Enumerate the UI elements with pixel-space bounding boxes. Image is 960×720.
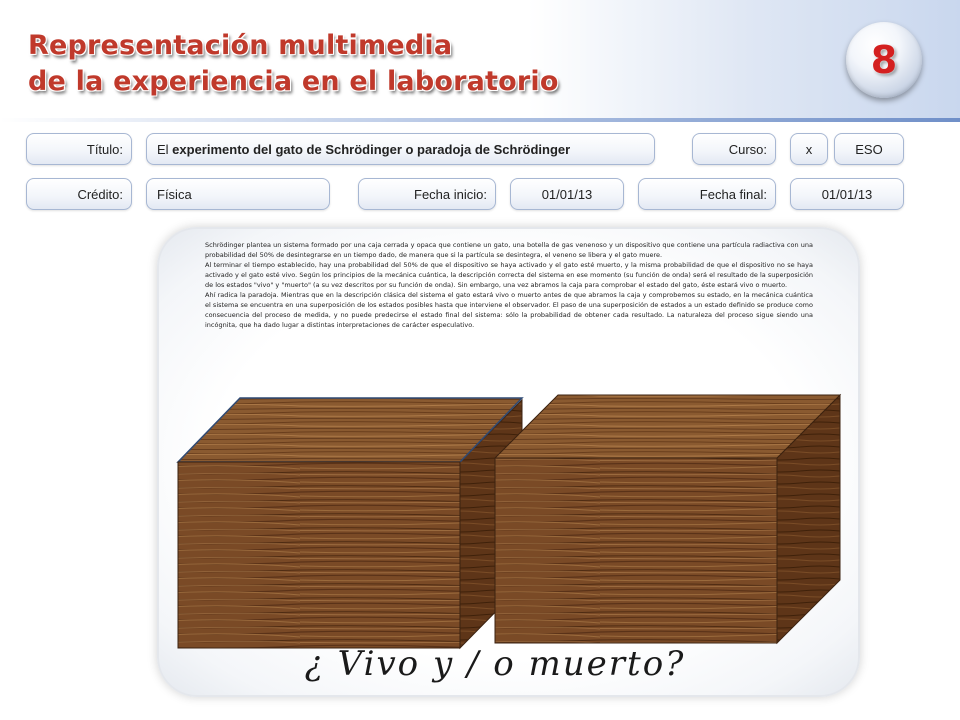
credito-value: Física [157, 186, 192, 202]
paragraph-3: Ahí radica la paradoja. Mientras que en la descripción clásica del sistema el gato estará vivo o muerto antes de que abramos la caja y comprobemos su estado, en la mecánica cuántica el sistema se encuentra en una superposición de los estados posibles hasta que interviene el observador. El paso de una superposición de estados a un estado definido se produce como consecuencia del proceso de medida, y no puede predecirse el estado final del sistema: sólo la probabilidad de obtener cada resultado. La naturaleza del proceso sigue siendo una incógnita, que ha dado lugar a distintas interpretaciones de carácter especulativo. [205, 291, 813, 329]
paragraph-1: Schrödinger plantea un sistema formado por una caja cerrada y opaca que contiene un gato, una botella de gas venenoso y un dispositivo que contiene una partícula radiactiva con una probabilidad del 50% de desintegrarse en un tiempo dado, de manera que si la partícula se desintegra, el veneno se libera y el gato muere. [205, 241, 813, 259]
credito-label-text: Crédito: [77, 186, 123, 202]
box-right-front [495, 458, 777, 643]
paragraph-2: Al terminar el tiempo establecido, hay una probabilidad del 50% de que el dispositivo se haya activado y el gato esté muerto, y la misma probabilidad de que el dispositivo no se haya activado y el gato esté vivo. Según los principios de la mecánica cuántica, la descripción correcta del sistema en ese momento (su función de onda) será el resultado de la superposición de los estados "vivo" y "muerto" (a su vez descritos por su función de onda). Sin embargo, una vez abramos la caja para comprobar el estado del gato, éste estará vivo o muerto. [205, 261, 813, 289]
curso-label-text: Curso: [728, 141, 767, 157]
fecha-final-label-text: Fecha final: [699, 186, 767, 202]
titulo-value: experimento del gato de Schrödinger o paradoja de Schrödinger [172, 141, 571, 157]
curso-level-value: ESO [855, 141, 883, 157]
page-title-line1: Representación multimedia [28, 30, 453, 61]
titulo-prefix: El [157, 141, 173, 157]
fecha-inicio-label-text: Fecha inicio: [414, 186, 487, 202]
fecha-inicio-value: 01/01/13 [541, 186, 593, 202]
titulo-label-text: Título: [86, 141, 123, 157]
alive-or-dead-caption: ¿ Vivo y / o muerto? [304, 644, 686, 684]
fecha-final-value: 01/01/13 [821, 186, 873, 202]
curso-value: x [805, 141, 813, 157]
slide-number: 8 [870, 38, 898, 82]
wooden-box-right [495, 395, 840, 643]
page-title-line2: de la experiencia en el laboratorio [28, 66, 559, 97]
wooden-box-left [178, 398, 522, 648]
box-left-front [178, 462, 460, 648]
